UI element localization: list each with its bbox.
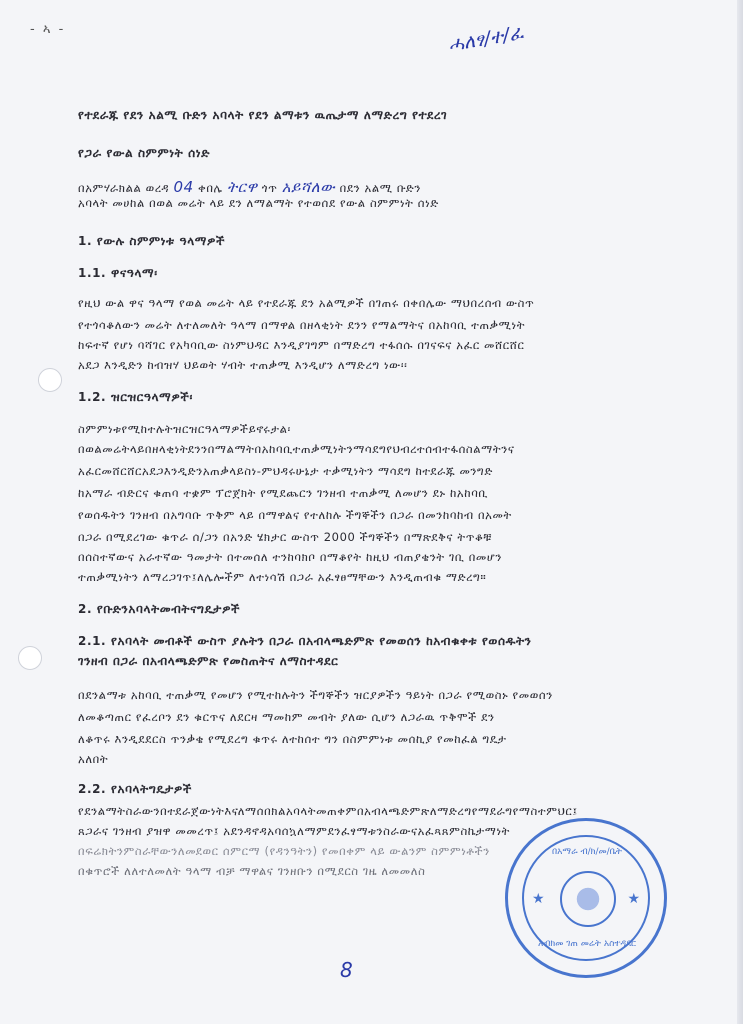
section-2-2-line: በፍሬክትንምስራቸውንለመደወር ሰምርማ (የዳንዓትን) የመበቀም ላይ ውልንም ስምምነቶችን (78, 844, 490, 858)
section-1-2-line: የወሰዱትን ገንዘብ በአግባቡ ጥቅም ላይ በማዋልና የተለከሉ ችግኞችን በጋራ በመንከባከብ በአመት (78, 508, 512, 522)
intro-text-3: ጎጥ (261, 181, 278, 195)
section-1-2-line: ተጠቃሚነትን ለማረጋገጥ፤ለሌሎችም ለተነሳሽ በጋራ አፈፃፀማቸውን እንዲጠብቁ ማድረግ። (78, 570, 487, 584)
section-2-2-line: በቁጥሮች ለለተለመለት ዓላማ ብቻ ማዋልና ገንዘቡን በሚደርስ ገዜ ለመመለስ (78, 864, 426, 878)
intro-line-2: አባላት መሀከል በወል መሬት ላይ ደን ለማልማት የተወሰደ የውል ስምምነት ሰነድ (78, 196, 439, 210)
stamp-top-text: በአማራ ብ/ክ/መ/ቤት (552, 847, 622, 857)
stamp-bottom-text: አብክመ ገጠ መሬት አስተዳደር (537, 939, 637, 949)
section-2-2-line: የደንልማትስራውንበተደራጀውነትእናለማሰበክልአባላትመጠቀምበአብላጫድምጽለማድረግየማደራግየማስተምህር፤ (78, 804, 578, 818)
section-1-heading: 1. የውሉ ስምምነቱ ዓላማዎች (78, 234, 226, 248)
section-1-2-line: በወልመሬትላይበዘላቂነትደንንበማልማትበአከባቢተጠቃሚነትንማሳደግየህብረተሰብተፋሰስልማትንና (78, 442, 515, 456)
stamp-emblem-icon (560, 871, 616, 927)
document-title-line-1: የተደራጁ የደን አልሚ ቡድን አባላት የደን ልማቱን ዉጤታማ ለማድረግ የተደረገ (78, 108, 448, 122)
star-icon: ★ (627, 891, 640, 907)
intro-fill-woreda: 04 (173, 178, 194, 196)
section-2-2-line: ጸጋራና ገንዘብ ያዝዋ መመረጥ፤ አደንዳኖዳአባሰኳለማምደንፈፃማቱንስራውናአፈጻጸምስኬታማነት (78, 824, 510, 838)
section-2-1-heading-line-1: 2.1. የአባላት መብቶች ውስጥ ያሉትን በጋራ በአብላጫድምጽ የመወሰን ከአብቁቀቱ የወሰዱትን (78, 634, 532, 648)
punch-hole (38, 368, 62, 392)
document-title-line-2: የጋራ የውል ስምምነት ሰነድ (78, 146, 211, 160)
section-1-1-line: የተጎሳቆለውን መሬት ለተለመለት ዓላማ በማዋል በዘላቂነት ደንን የማልማትና በአከባቢ ተጠቃሚነት (78, 318, 526, 332)
section-1-2-line: ስምምነቱየሚከተሉትዝርዝርዓላማዎችይኖሩታል፡ (78, 422, 291, 436)
punch-hole (18, 646, 42, 670)
section-1-1-line: አደጋ እንዲድን ከብዝሃ ህይወት ሃብት ተጠቃሚ እንዲሆን ለማድረግ ነው፡፡ (78, 358, 408, 372)
section-1-2-line: በጋራ በሚደረገው ቁጥራ ሰ/ጋን በአንድ ሄክታር ውስጥ 2000 ችግኞችን በማጽደቅና ትጥቆቹ (78, 530, 493, 544)
intro-fill-gott: አይሻለው (281, 178, 336, 196)
section-1-2-line: አፈርመሸርሸርአደጋእንዲድንአጠቃላይስነ-ምህዳሩሁኔታ ተቃሚነትን ማሳደግ ከተደራጁ መንግድ (78, 464, 493, 478)
page-number: 8 (340, 958, 353, 982)
section-1-2-line: ከአማራ ብድርና ቁጠባ ተቋም ፕሮጀክት የሚደጨርን ገንዘብ ተጠቃሚ ለመሆን ደኑ ከአከባቢ (78, 486, 489, 500)
section-1-2-heading: 1.2. ዝርዝርዓላማዎች፡ (78, 390, 193, 404)
section-2-1-line: በደንልማቱ አከባቢ ተጠቃሚ የመሆን የሚተከሉትን ችግኞችን ዝርያዎችን ዓይነት በጋራ የሚወስኑ የመወሰን (78, 688, 553, 702)
intro-fill-kebele: ትርዋ (226, 178, 258, 196)
section-2-heading: 2. የቡድንአባላትመብትናግዴታዎች (78, 602, 241, 616)
section-2-1-heading-line-2: ገንዘብ በጋራ በአብላጫድምጽ የመስጠትና ለማስተዳደር (78, 654, 339, 668)
section-1-1-line: ከፍተኛ የሆነ ባሻገር የአካባቢው ስነምህዳር እንዲያገግም በማድረግ ተፋሰሱ በገናፍና አፈር መሸርሸር (78, 338, 525, 352)
section-1-1-line: የዚህ ውል ዋና ዓላማ የወል መሬት ላይ የተደራጁ ደን አልሚዎች በገጠሩ በቀበሌው ማህበረሰብ ውስጥ (78, 296, 535, 310)
official-stamp (505, 818, 667, 978)
section-2-1-line: ለቆጥሩ እንዲደደርስ ጥንቃቄ የሚደረግ ቁጥሩ ለተከሰተ ግን በስምምነቱ መሰኪያ የመከፈል ግዴታ (78, 732, 507, 746)
section-2-1-line: ለመቆጣጠር የፈረቦን ደን ቁርጥና ለደርዛ ማመከም መብት ያለው ሲሆን ለጋራዉ ጥቅሞች ደን (78, 710, 495, 724)
intro-text-4: በደን አልሚ ቡድን (339, 181, 421, 195)
intro-line-1 (78, 178, 723, 196)
handwritten-note: ሓለፃ/ተ/ፈ (446, 21, 526, 57)
section-2-1-line: አለበት (78, 752, 109, 766)
section-1-2-line: በሰስተኛውና አራተኛው ዓመታት በተመሰለ ተንከባክቦ በማቆየት ከዚህ ብጠያቄንት ገቢ በመሆን (78, 550, 502, 564)
intro-text-1: በአምሃራክልል ወረዳ (78, 181, 170, 195)
top-scribble: - ኣ - (30, 22, 66, 37)
section-1-1-heading: 1.1. ዋናዓላማ፡ (78, 266, 158, 280)
section-2-2-heading: 2.2. የአባላትግዴታዎች (78, 782, 192, 796)
intro-text-2: ቀበሌ (198, 181, 223, 195)
page-edge (737, 0, 743, 1024)
star-icon: ★ (532, 891, 545, 907)
